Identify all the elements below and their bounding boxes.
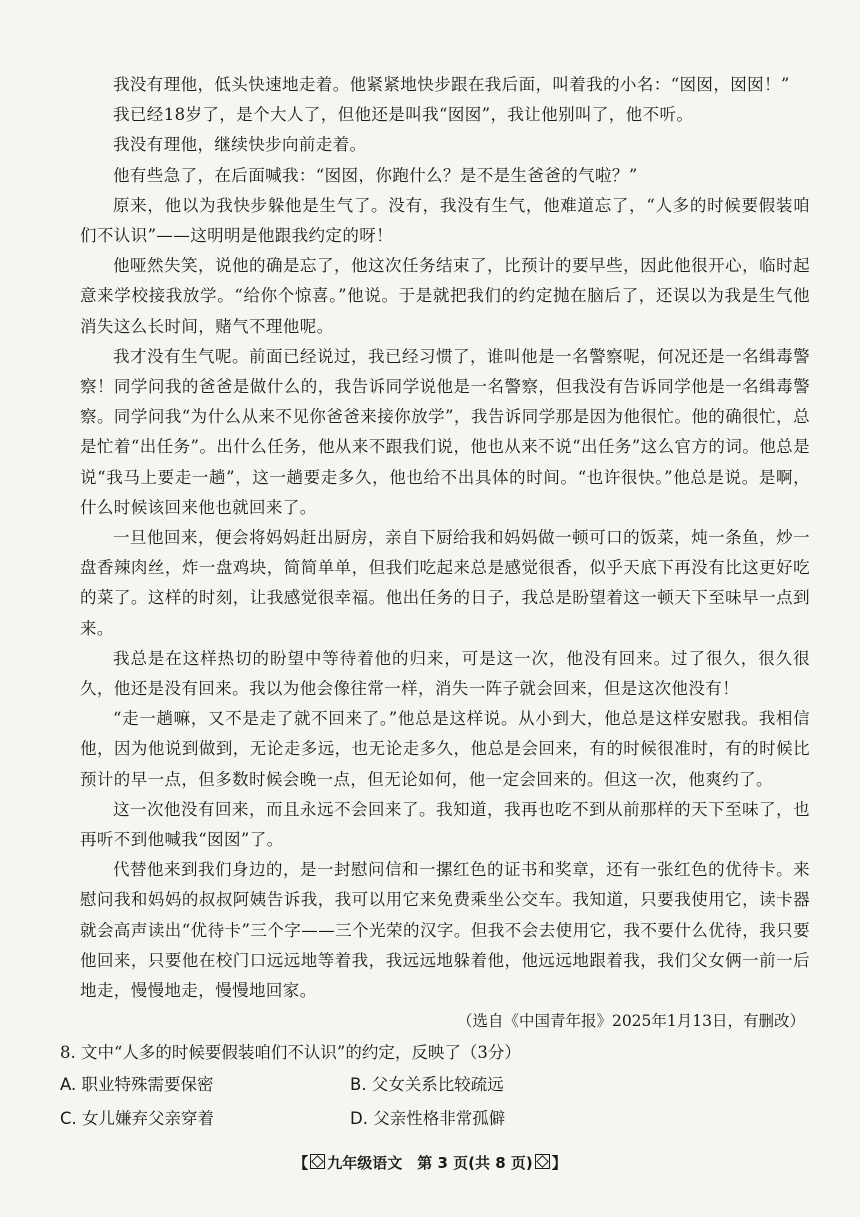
page-footer [0, 1152, 860, 1173]
reading-passage [80, 70, 810, 1006]
option-a: A. 职业特殊需要保密 [60, 1075, 214, 1095]
exam-logo-icon [310, 1154, 325, 1169]
passage-paragraph: 我没有理他，低头快速地走着。他紧紧地快步跟在我后面，叫着我的小名：“囡囡，囡囡！” [113, 75, 790, 94]
option-b: B. 父女关系比较疏远 [350, 1075, 504, 1095]
passage-paragraph: 我才没有生气呢。前面已经说过，我已经习惯了，谁叫他是一名警察呢，何况还是一名缉毒警察！同学问我的爸爸是做什么的，我告诉同学说他是一名警察，但我没有告诉同学他是一名缉毒警察。同学问我“为什么从来不见你爸爸来接你放学”，我告诉同学那是因为他很忙。他的确很忙，总是忙着“出任务”。出什么任务，他从来不跟我们说，他也从来不说“出任务”这么官方的词。他总是说“我马上要走一趟”，这一趟要走多久，他也给不出具体的时间。“也许很快。”他总是说。是啊，什么时候该回来他也就回来了。 [80, 346, 810, 517]
footer-bracket-close: 】 [551, 1154, 567, 1172]
passage-paragraph: “走一趟嘛，又不是走了就不回来了。”他总是这样说。从小到大，他总是这样安慰我。我相信他，因为他说到做到，无论走多远，也无论走多久，他总是会回来，有的时候很准时，有的时候比预计的早一点，但多数时候会晚一点，但无论如何，他一定会回来的。但这一次，他爽约了。 [80, 709, 810, 789]
passage-paragraph: 原来，他以为我快步躲他是生气了。没有，我没有生气，他难道忘了，“人多的时候要假装咱们不认识”——这明明是他跟我约定的呀！ [80, 195, 810, 246]
passage-paragraph: 我已经18岁了，是个大人了，但他还是叫我“囡囡”，我让他别叫了，他不听。 [113, 105, 694, 125]
answer-options [60, 1068, 810, 1136]
passage-source: （选自《中国青年报》2025年1月13日，有删改） [456, 1012, 805, 1031]
passage-paragraph: 他哑然失笑，说他的确是忘了，他这次任务结束了，比预计的要早些，因此他很开心，临时起意来学校接我放学。“给你个惊喜。”他说。于是就把我们的约定抛在脑后了，还误以为我是生气他消失这么长时间，赌气不理他呢。 [80, 256, 810, 336]
option-d: D. 父亲性格非常孤僻 [350, 1109, 506, 1129]
passage-paragraph: 他有些急了，在后面喊我：“囡囡，你跑什么？是不是生爸爸的气啦？” [113, 165, 638, 185]
passage-paragraph: 我总是在这样热切的盼望中等待着他的归来，可是这一次，他没有回来。过了很久，很久很久，他还是没有回来。我以为他会像往常一样，消失一阵子就会回来，但是这次他没有！ [80, 648, 810, 699]
footer-bracket-open: 【 [293, 1154, 309, 1172]
footer-text: 九年级语文 第 3 页(共 8 页) [327, 1154, 533, 1172]
passage-paragraph: 代替他来到我们身边的，是一封慰问信和一摞红色的证书和奖章，还有一张红色的优待卡。来慰问我和妈妈的叔叔阿姨告诉我，我可以用它来免费乘坐公交车。我知道，只要我使用它，读卡器就会高声读出“优待卡”三个字——三个光荣的汉字。但我不会去使用它，我不要什么优待，我只要他回来，只要他在校门口远远地等着我，我远远地躲着他，他远远地跟着我，我们父女俩一前一后地走，慢慢地走，慢慢地回家。 [80, 860, 810, 1001]
question-stem: 8. 文中“人多的时候要假装咱们不认识”的约定，反映了（3分） [60, 1043, 521, 1063]
question-8 [60, 1038, 810, 1136]
exam-logo-icon [535, 1154, 550, 1169]
option-c: C. 女儿嫌弃父亲穿着 [60, 1109, 215, 1129]
passage-paragraph: 一旦他回来，便会将妈妈赶出厨房，亲自下厨给我和妈妈做一顿可口的饭菜，炖一条鱼，炒一盘香辣肉丝，炸一盘鸡块，简简单单，但我们吃起来总是感觉很香，似乎天底下再没有比这更好吃的菜了。这样的时刻，让我感觉很幸福。他出任务的日子，我总是盼望着这一顿天下至味早一点到来。 [80, 528, 810, 638]
passage-paragraph: 我没有理他，继续快步向前走着。 [113, 135, 367, 155]
passage-paragraph: 这一次他没有回来，而且永远不会回来了。我知道，我再也吃不到从前那样的天下至味了，也再听不到他喊我“囡囡”了。 [80, 799, 810, 850]
